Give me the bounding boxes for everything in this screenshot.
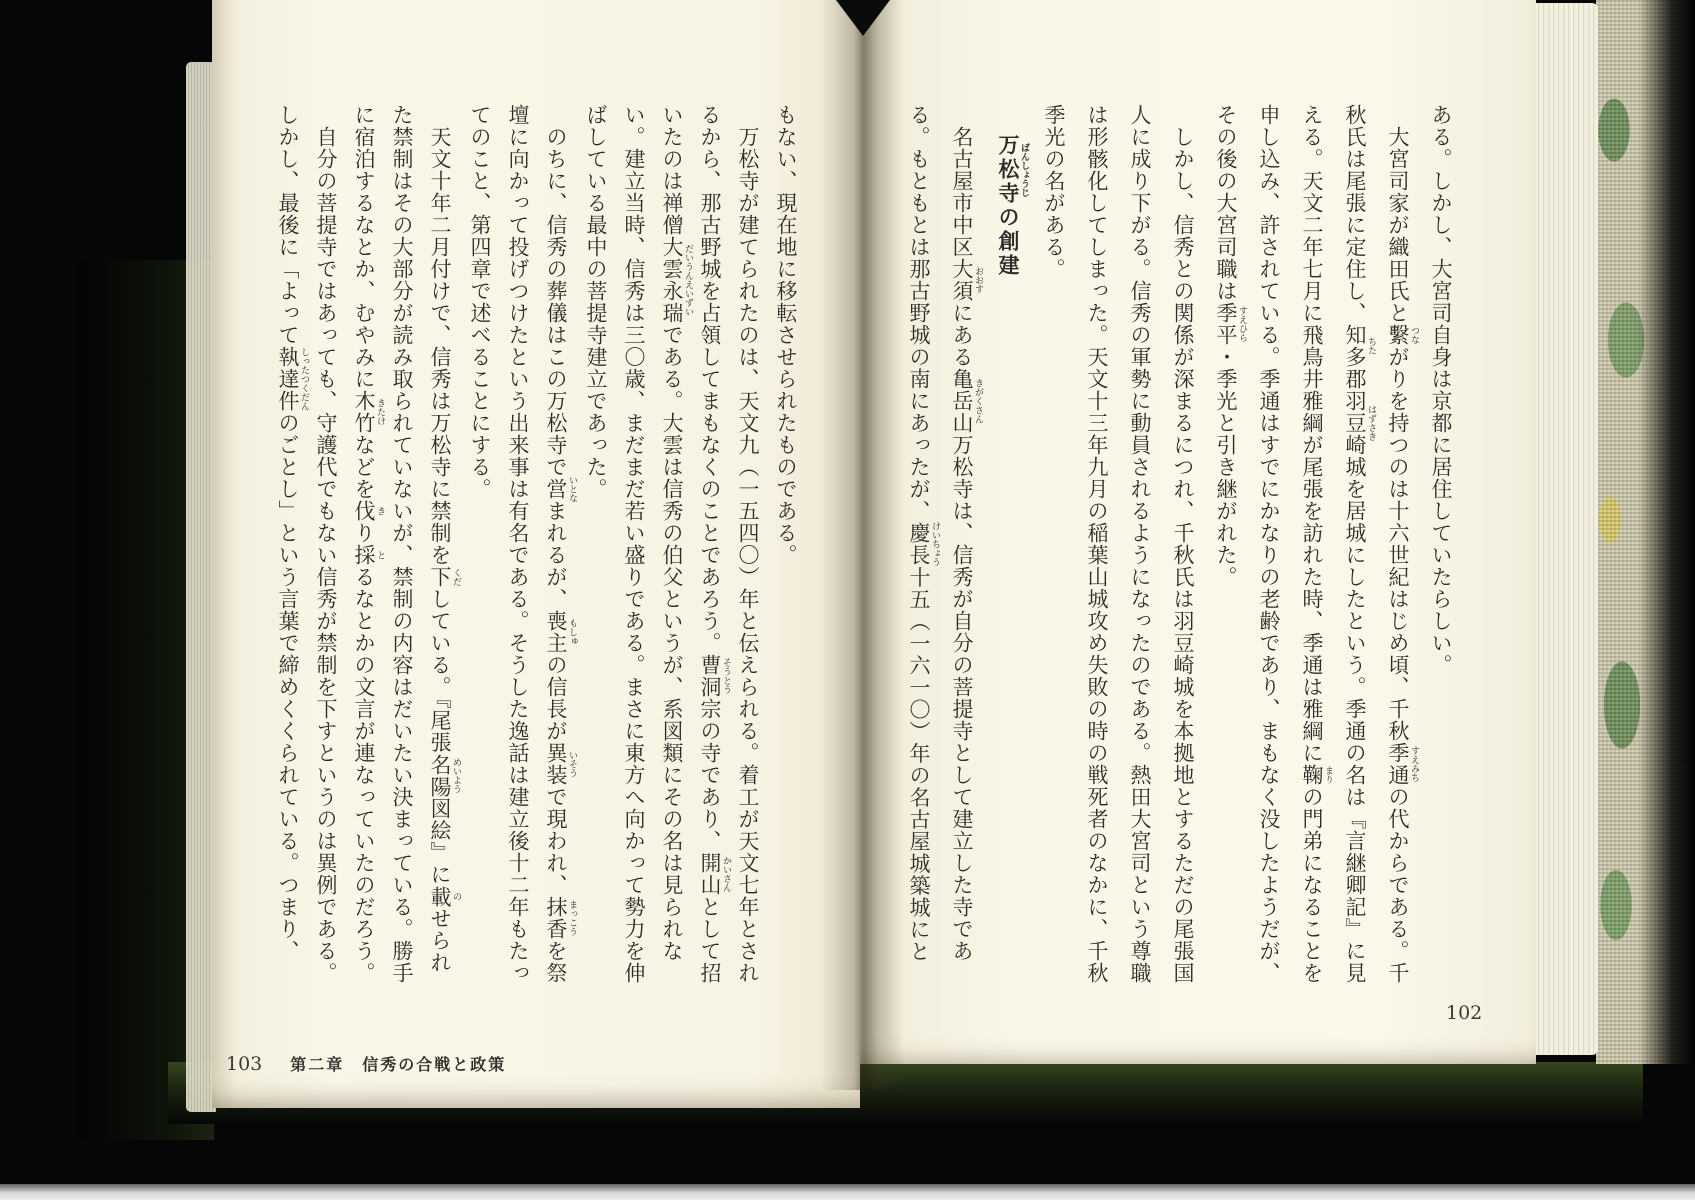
paragraph: 万松寺が建てられたのは、天文九（一五四〇）年と伝えられる。着工が天文七年とされるから、那古野城を占領してまもなくのことであろう。曹洞 そうとう宗の寺であり、開山 かいさんとして招いたのは禅僧大雲永瑞 だいうんえいずいである。大雲は信秀の伯父というが、系図類にその名は見られない。建立当時、信秀は三〇歳、まだまだ若い盛りである。まさに東方へ向かって勢力を伸ばしている最中の菩提寺建立であった。 [584,104,760,984]
paragraph: ある。しかし、大宮司自身は京都に居住していたらしい。 [1429,104,1453,676]
paragraph: しかし、信秀との関係が深まるにつれ、千秋氏は羽豆崎城を本拠地とするただの尾張国人に成り下がる。信秀の軍勢に動員されるようになったのである。熱田大宮司という尊職は形骸化してしまった。天文十三年九月の稲葉山城攻め失敗の時の戦死者のなかに、千秋季光の名がある。 [1042,104,1195,984]
book-gutter-top-notch [836,0,890,36]
page-number-103: 103 [226,1053,263,1075]
left-page-text [269,104,805,992]
table-edge [0,1184,1695,1200]
paragraph: 大宮司家が織田氏と繫 つながりを持つのは十六世紀はじめ頃、千秋季通 すえみちの代からである。千秋氏は尾張に定住し、知多 ちた郡羽豆崎 はずさき城を居城にしたという。季通の名は『言継卿記』に見える。天文二年七月に飛鳥井雅綱が尾張を訪れた時、季通は雅綱に鞠 まりの門弟になることを申し込み、許されている。季通はすでにかなりの老齢であり、まもなく没したようだが、その後の大宮司職は季平 すえひら・季光と引き継がれた。 [1214,104,1419,984]
paragraph: 自分の菩提寺ではあっても、守護代でもない信秀が禁制を下すというのは異例である。しかし、最後に「よって執達件 しったつくだんのごとし」という言葉で締めくくられている。つまり、 [276,104,338,984]
paragraph: 名古屋市中区大須 おおすにある亀岳山 きがくさん万松寺は、信秀が自分の菩提寺として建立した寺である。もともとは那古野城の南にあったが、慶長 けいちょう十五（一六一〇）年の名古屋城築城にと [907,104,983,963]
left-page-footer [226,1052,506,1075]
paragraph: 天文十年二月付けで、信秀は万松寺に禁制を下 くだしている。『尾張名陽 めいよう図絵』に載 のせられた禁制はその大部分が読み取られていないが、禁制の内容はだいたい決まっている。勝手に宿泊するなとか、むやみに木竹 きたけなどを伐 きり採 とるなとかの文言が連なっていたのだろう。 [352,104,461,984]
right-page-102 [860,0,1536,1064]
left-page-103 [212,0,860,1108]
paragraph: もない、現在地に移転させられたものである。 [774,104,798,566]
right-page-text [897,104,1462,992]
running-title: 第二章 信秀の合戦と政策 [290,1055,507,1074]
cover-cloth-right [1596,0,1695,1064]
page-number-102: 102 [1446,1002,1483,1024]
paragraph: のちに、信秀の葬儀はこの万松寺で営 いとなまれるが、喪主 もしゅの信長が異装 いそうで現われ、抹香 まっこうを祭壇に向かって投げつけたという出来事は有名である。そうした逸話は建立後十二年もたってのこと、第四章で述べることにする。 [468,104,577,984]
section-heading: 万松寺 ばんしょうじの創建 [996,134,1029,278]
right-page-edge-stack [1536,3,1598,1055]
